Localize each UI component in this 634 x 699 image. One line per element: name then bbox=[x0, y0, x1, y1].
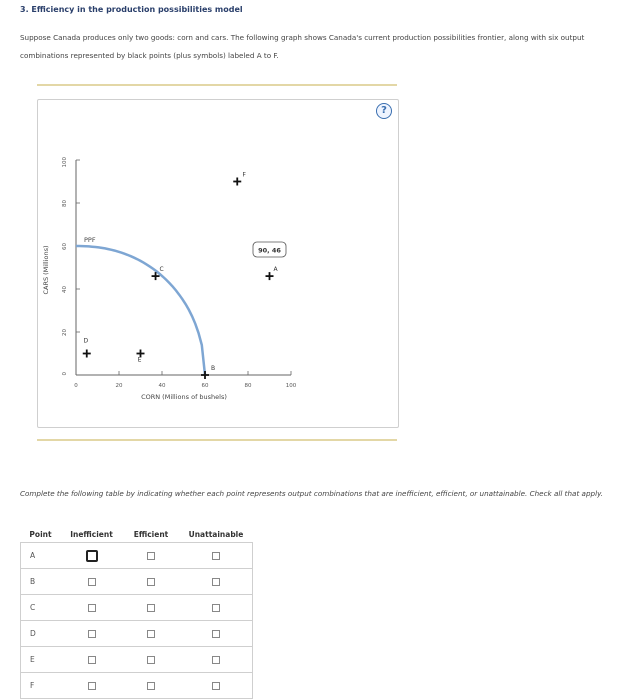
point-e[interactable] bbox=[137, 350, 145, 364]
y-tick-label: 20 bbox=[62, 329, 68, 336]
cell-inefficient bbox=[61, 621, 123, 647]
row-point-label: A bbox=[21, 543, 61, 569]
row-point-label: B bbox=[21, 569, 61, 595]
point-tooltip bbox=[253, 242, 286, 257]
ppf-label: PPF bbox=[84, 236, 96, 244]
cell-inefficient bbox=[61, 595, 123, 621]
unattainable-checkbox[interactable] bbox=[212, 552, 220, 560]
row-point-label: E bbox=[21, 647, 61, 673]
unattainable-checkbox[interactable] bbox=[212, 656, 220, 664]
point-label: A bbox=[273, 266, 278, 274]
cell-inefficient bbox=[61, 673, 123, 699]
point-f[interactable] bbox=[233, 172, 246, 186]
y-tick-label: 60 bbox=[62, 243, 68, 250]
row-point-label: C bbox=[21, 595, 61, 621]
point-label: D bbox=[83, 337, 89, 345]
y-tick-label: 80 bbox=[62, 200, 68, 207]
cell-efficient bbox=[123, 543, 180, 569]
header-inefficient: Inefficient bbox=[70, 529, 113, 539]
efficient-checkbox[interactable] bbox=[147, 656, 155, 664]
efficient-checkbox[interactable] bbox=[147, 578, 155, 586]
y-tick-label: 100 bbox=[62, 157, 68, 168]
cell-unattainable bbox=[180, 569, 253, 595]
x-tick-label: 20 bbox=[115, 383, 123, 389]
cell-unattainable bbox=[180, 543, 253, 569]
divider-bottom bbox=[37, 439, 397, 441]
y-tick-label: 0 bbox=[62, 372, 68, 376]
point-a[interactable] bbox=[266, 266, 279, 280]
unattainable-checkbox[interactable] bbox=[212, 630, 220, 638]
page-title: 3. Efficiency in the production possibilities model bbox=[20, 5, 243, 14]
cell-inefficient bbox=[61, 569, 123, 595]
table-row bbox=[21, 647, 253, 673]
x-tick-label: 60 bbox=[201, 383, 209, 389]
inefficient-checkbox[interactable] bbox=[88, 604, 96, 612]
cell-unattainable bbox=[180, 673, 253, 699]
table-row bbox=[21, 595, 253, 621]
cell-unattainable bbox=[180, 647, 253, 673]
unattainable-checkbox[interactable] bbox=[212, 578, 220, 586]
intro-text: Suppose Canada produces only two goods: corn and cars. The following graph shows Canada's current production possibilities frontier, along with six output combinations represented by black points (plus symbols) labeled A to F. bbox=[20, 33, 585, 60]
x-tick-label: 0 bbox=[74, 383, 78, 389]
point-label: C bbox=[159, 266, 164, 274]
inefficient-checkbox[interactable] bbox=[88, 682, 96, 690]
inefficient-checkbox[interactable] bbox=[88, 656, 96, 664]
y-tick-label: 40 bbox=[62, 286, 68, 293]
cell-inefficient bbox=[61, 647, 123, 673]
point-group bbox=[83, 172, 279, 380]
table-row bbox=[21, 621, 253, 647]
table-row bbox=[21, 543, 253, 569]
cell-efficient bbox=[123, 647, 180, 673]
unattainable-checkbox[interactable] bbox=[212, 604, 220, 612]
cell-efficient bbox=[123, 673, 180, 699]
x-tick-label: 40 bbox=[158, 383, 166, 389]
x-tick-label: 100 bbox=[285, 383, 297, 389]
inefficient-checkbox[interactable] bbox=[88, 578, 96, 586]
inefficient-checkbox[interactable] bbox=[86, 550, 98, 562]
help-icon[interactable]: ? bbox=[376, 103, 392, 119]
table-row bbox=[21, 673, 253, 699]
point-label: E bbox=[137, 356, 142, 364]
x-tick-group bbox=[74, 371, 296, 389]
cell-unattainable bbox=[180, 621, 253, 647]
efficient-checkbox[interactable] bbox=[147, 682, 155, 690]
header-point: Point bbox=[29, 529, 52, 539]
cell-unattainable bbox=[180, 595, 253, 621]
cell-efficient bbox=[123, 621, 180, 647]
cell-inefficient bbox=[61, 543, 123, 569]
point-d[interactable] bbox=[83, 338, 91, 358]
header-efficient: Efficient bbox=[133, 529, 169, 539]
row-point-label: D bbox=[21, 621, 61, 647]
y-tick-group bbox=[62, 157, 80, 376]
efficient-checkbox[interactable] bbox=[147, 604, 155, 612]
table-instructions: Complete the following table by indicating whether each point represents output combinations that are inefficient, efficient, or unattainable. Check all that apply. bbox=[20, 489, 604, 498]
x-axis-label: CORN (Millions of bushels) bbox=[141, 393, 227, 401]
x-tick-label: 80 bbox=[244, 383, 252, 389]
point-label: F bbox=[242, 171, 246, 179]
cell-efficient bbox=[123, 595, 180, 621]
row-point-label: F bbox=[21, 673, 61, 699]
y-axis-label: CARS (Millions) bbox=[42, 245, 50, 295]
table-row bbox=[21, 569, 253, 595]
efficient-checkbox[interactable] bbox=[147, 552, 155, 560]
classification-table bbox=[20, 526, 253, 699]
point-label: B bbox=[210, 365, 216, 372]
unattainable-checkbox[interactable] bbox=[212, 682, 220, 690]
efficient-checkbox[interactable] bbox=[147, 630, 155, 638]
header-unattainable: Unattainable bbox=[188, 529, 244, 539]
cell-efficient bbox=[123, 569, 180, 595]
inefficient-checkbox[interactable] bbox=[88, 630, 96, 638]
tooltip-text: 90, 46 bbox=[258, 246, 281, 255]
